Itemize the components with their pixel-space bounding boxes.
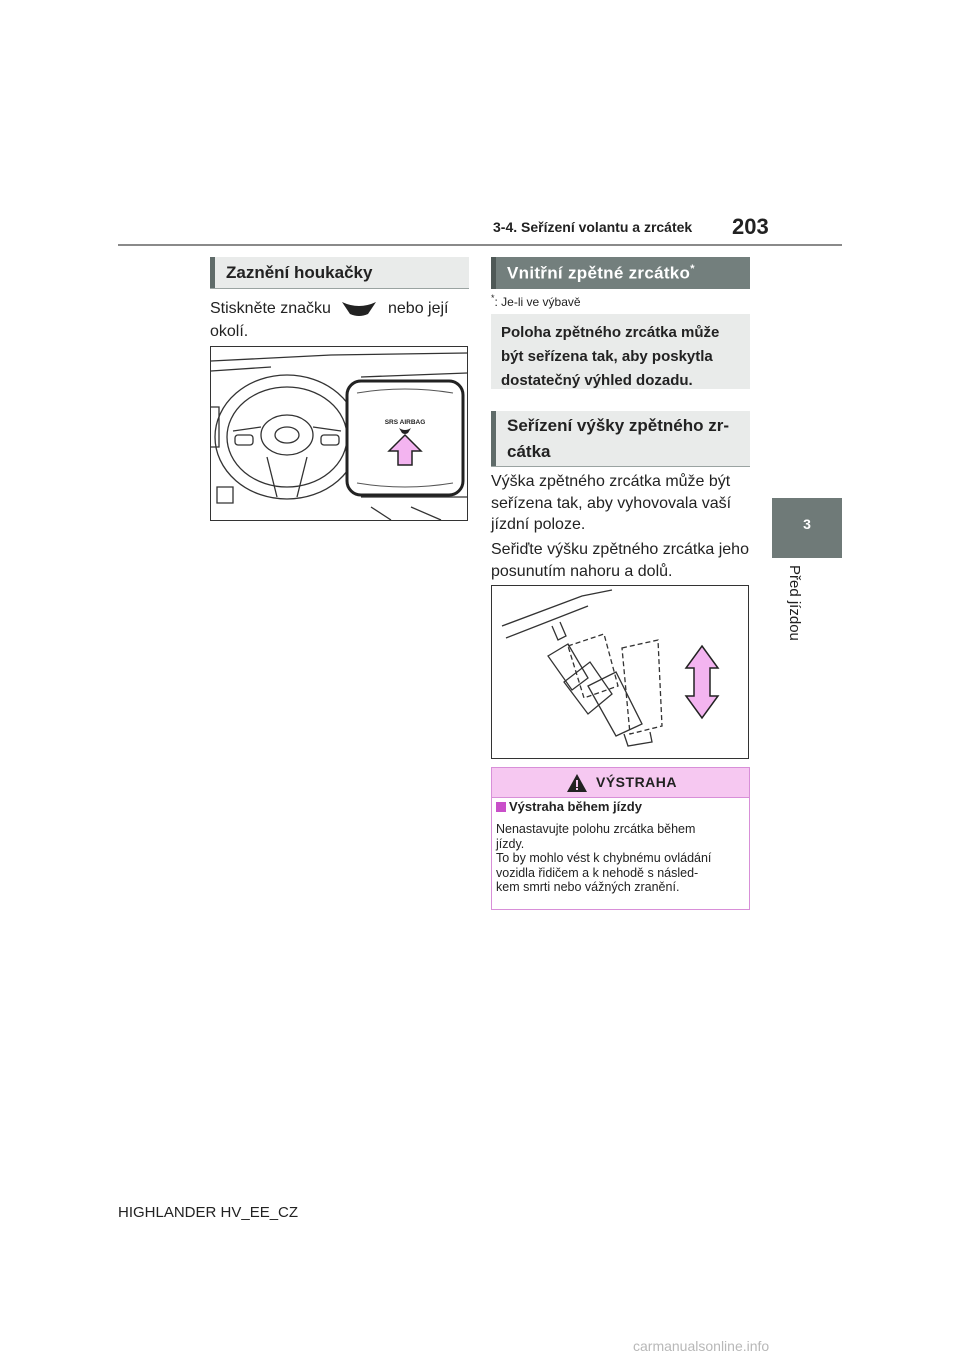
warning-line: jízdy. [496,836,525,851]
warning-line: vozidla řidičem a k nehodě s násled- [496,865,699,880]
subheading-line: Seřízení výšky zpětného zr- [507,416,730,435]
airbag-label: SRS AIRBAG [384,419,426,426]
equipment-footnote [491,293,581,309]
paragraph-line: posunutím nahoru a dolů. [491,562,673,580]
chapter-number: 3 [803,516,811,532]
intro-line: Poloha zpětného zrcátka může [501,324,720,341]
paragraph-line: Výška zpětného zrcátka může být [491,473,731,490]
warning-triangle-icon [566,773,588,793]
paragraph-line: seřízena tak, aby vyhovovala vaší [491,494,732,512]
mirror-paragraph-2 [491,539,753,582]
page-number: 203 [732,214,769,239]
subheading-line: cátka [507,442,551,461]
heading-underline [491,466,750,467]
footnote-asterisk: * [491,293,495,303]
paragraph-line: jízdní poloze. [491,516,586,533]
footer-model: HIGHLANDER HV_EE_CZ [118,1204,299,1221]
watermark: carmanualsonline.info [633,1338,770,1354]
warning-title: VÝSTRAHA [596,774,678,790]
steering-wheel-illustration [210,346,468,521]
chapter-label-text: Před jízdou [786,565,803,641]
mirror-heading [491,257,750,289]
mirror-paragraph-1 [491,471,753,536]
paragraph-line: Seřiďte výšku zpětného zrcátka jeho [491,541,749,558]
mirror-adjustment-illustration [491,585,749,759]
horn-icon [338,296,380,318]
footnote-text: : Je-li ve výbavě [494,295,581,309]
horn-text-line2: okolí. [210,323,249,340]
chapter-label [772,565,820,655]
mirror-intro-box [491,314,750,389]
mirror-heading-text: Vnitřní zpětné zrcátko [507,263,691,283]
warning-line: kem smrti nebo vážných zranění. [496,880,680,894]
mirror-height-heading [491,411,750,466]
warning-text [496,822,744,895]
horn-heading: Zaznění houkačky [210,257,469,288]
warning-line: Nenastavujte polohu zrcátka během [496,822,696,836]
horn-text-part2: nebo její [388,300,449,317]
intro-line: být seřízena tak, aby poskytla [501,348,713,365]
horn-text-part1: Stiskněte značku [210,300,331,317]
section-title: 3-4. Seřízení volantu a zrcátek [493,219,693,235]
mirror-drawing [492,586,748,758]
intro-line: dostatečný výhled dozadu. [501,372,693,389]
heading-underline [210,288,469,289]
warning-subtitle: Výstraha během jízdy [509,799,642,814]
warning-divider [492,797,749,798]
warning-bullet-icon [496,802,506,812]
warning-line: To by mohlo vést k chybnému ovládání [496,851,712,865]
header-divider [118,244,842,246]
steering-wheel-drawing [211,347,467,520]
heading-asterisk: * [690,263,695,275]
